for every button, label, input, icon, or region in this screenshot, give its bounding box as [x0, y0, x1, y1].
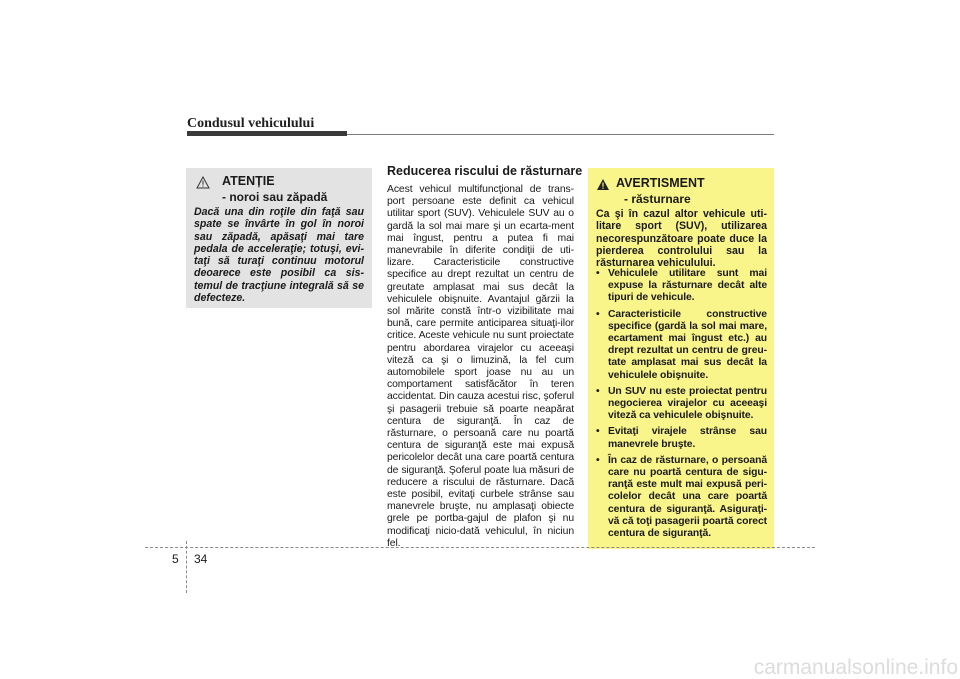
rollover-section	[387, 164, 583, 550]
warning-list	[596, 268, 767, 544]
bullet: •	[596, 426, 600, 438]
list-item	[596, 268, 767, 305]
caution-text: Dacă una din roţile din faţă sau spate se învârte în gol în noroi sau zăpadă, apăsaţi mai tare pedala de acceleraţie; totuşi, evi-taţi să turaţi continuu motorul deoarece este posibil ca sis-temul de tracţiune integrală să se defecteze.	[194, 206, 364, 305]
list-item	[596, 455, 767, 540]
list-item-text: Vehiculele utilitare sunt mai expuse la răsturnare decât alte tipuri de vehicule.	[608, 268, 767, 304]
list-item	[596, 386, 767, 423]
list-item-text: În caz de răsturnare, o persoană care nu poartă centura de sigu-ranţă este mult mai expusă peri-colelor decât una care poartă centura de siguranţă. Asiguraţi-vă că toţi pasagerii poartă corect centura de siguranţă.	[608, 454, 767, 540]
warning-title: AVERTISMENT	[616, 176, 705, 190]
caution-title: ATENȚIE	[222, 174, 275, 188]
bullet: •	[596, 385, 600, 397]
page-number: 34	[194, 552, 208, 566]
watermark-logo	[640, 655, 960, 679]
caution-subtitle: - noroi sau zăpadă	[222, 190, 328, 204]
caution-box	[186, 168, 372, 308]
list-item	[596, 309, 767, 382]
bullet: •	[596, 308, 600, 320]
bullet: •	[596, 268, 600, 279]
warning-box	[588, 168, 774, 549]
list-item-text: Caracteristicile constructive specifice (gardă la sol mai mare, ecartament mai îngust etc.) au drept rezultat un centru de greu-tate amplasat mai sus decât la vehiculele obişnuite.	[608, 308, 767, 381]
section-title: Reducerea riscului de răsturnare	[387, 164, 583, 178]
header-rule-thick	[187, 131, 347, 136]
warning-intro: Ca şi în cazul altor vehicule uti-litare sport (SUV), utilizarea necorespunzătoare poate duce la pierderea controlului sau la răsturnarea vehiculului.	[596, 208, 767, 270]
warning-triangle-outline-icon	[196, 176, 210, 189]
bullet: •	[596, 454, 600, 466]
footer-divider	[186, 541, 187, 593]
footer-rule	[145, 547, 815, 548]
warning-triangle-filled-icon	[596, 178, 610, 191]
chapter-number: 5	[172, 552, 179, 566]
chapter-title: Condusul vehiculului	[187, 116, 315, 131]
list-item-text: Un SUV nu este proiectat pentru negocierea virajelor cu aceeaşi viteză ca vehiculele obişnuite.	[608, 385, 767, 422]
section-body: Acest vehicul multifuncţional de trans-port persoane este definit ca vehicul utilitar sport (SUV). Vehiculele SUV au o gardă la sol mai mare şi un ecarta-ment mai îngust, pentru a putea fi mai manevrabile în diferite condiţii de uti-lizare. Caracteristicile constructive specifice au drept rezultat un centru de greutate amplasat mai sus decât la vehiculele obişnuite. Avantajul gărzii la sol mărite constă într-o vizibilitate mai bună, care permite anticiparea situaţi-ilor critice. Aceste vehicule nu sunt proiectate pentru abordarea virajelor cu aceeaşi viteză ca şi o limuzină, la fel cum automobilele sport joase nu au un comportament satisfăcător în teren accidentat. Din cauza acestui risc, şoferul şi pasagerii trebuie să poarte neapărat centura de siguranţă. În caz de răsturnare, o persoană care nu poartă centura de siguranţă este mai expusă pericolelor decât una care poartă centura de siguranţă. Şoferul poate lua măsuri de reducere a riscului de răsturnare. Dacă este posibil, evitaţi curbele strânse sau manevrele bruşte, nu amplasaţi obiecte grele pe portba-gajul de plafon şi nu modificaţi nicio-dată vehiculul, în niciun fel.	[387, 184, 574, 549]
list-item	[596, 426, 767, 450]
header-rule-thin	[347, 134, 774, 135]
watermark-text: carmanualsonline.info	[753, 656, 958, 679]
list-item-text: Evitaţi virajele strânse sau manevrele bruşte.	[608, 426, 767, 450]
warning-subtitle: - răsturnare	[624, 192, 691, 206]
